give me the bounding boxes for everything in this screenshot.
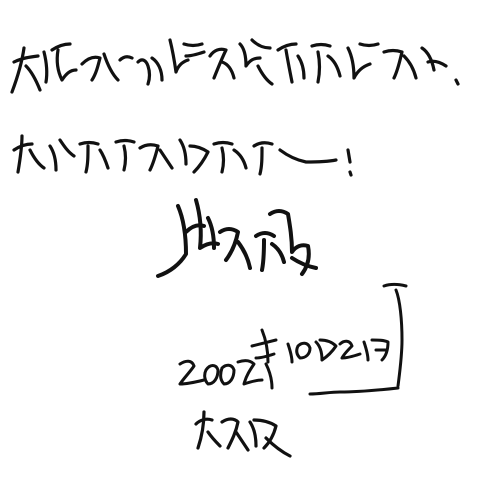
handwritten-closing: [196, 412, 290, 456]
handwritten-line-2: [14, 136, 351, 175]
handwritten-date: [180, 285, 406, 395]
handwritten-signature: [158, 200, 316, 276]
handwritten-line-1: [12, 40, 458, 92]
